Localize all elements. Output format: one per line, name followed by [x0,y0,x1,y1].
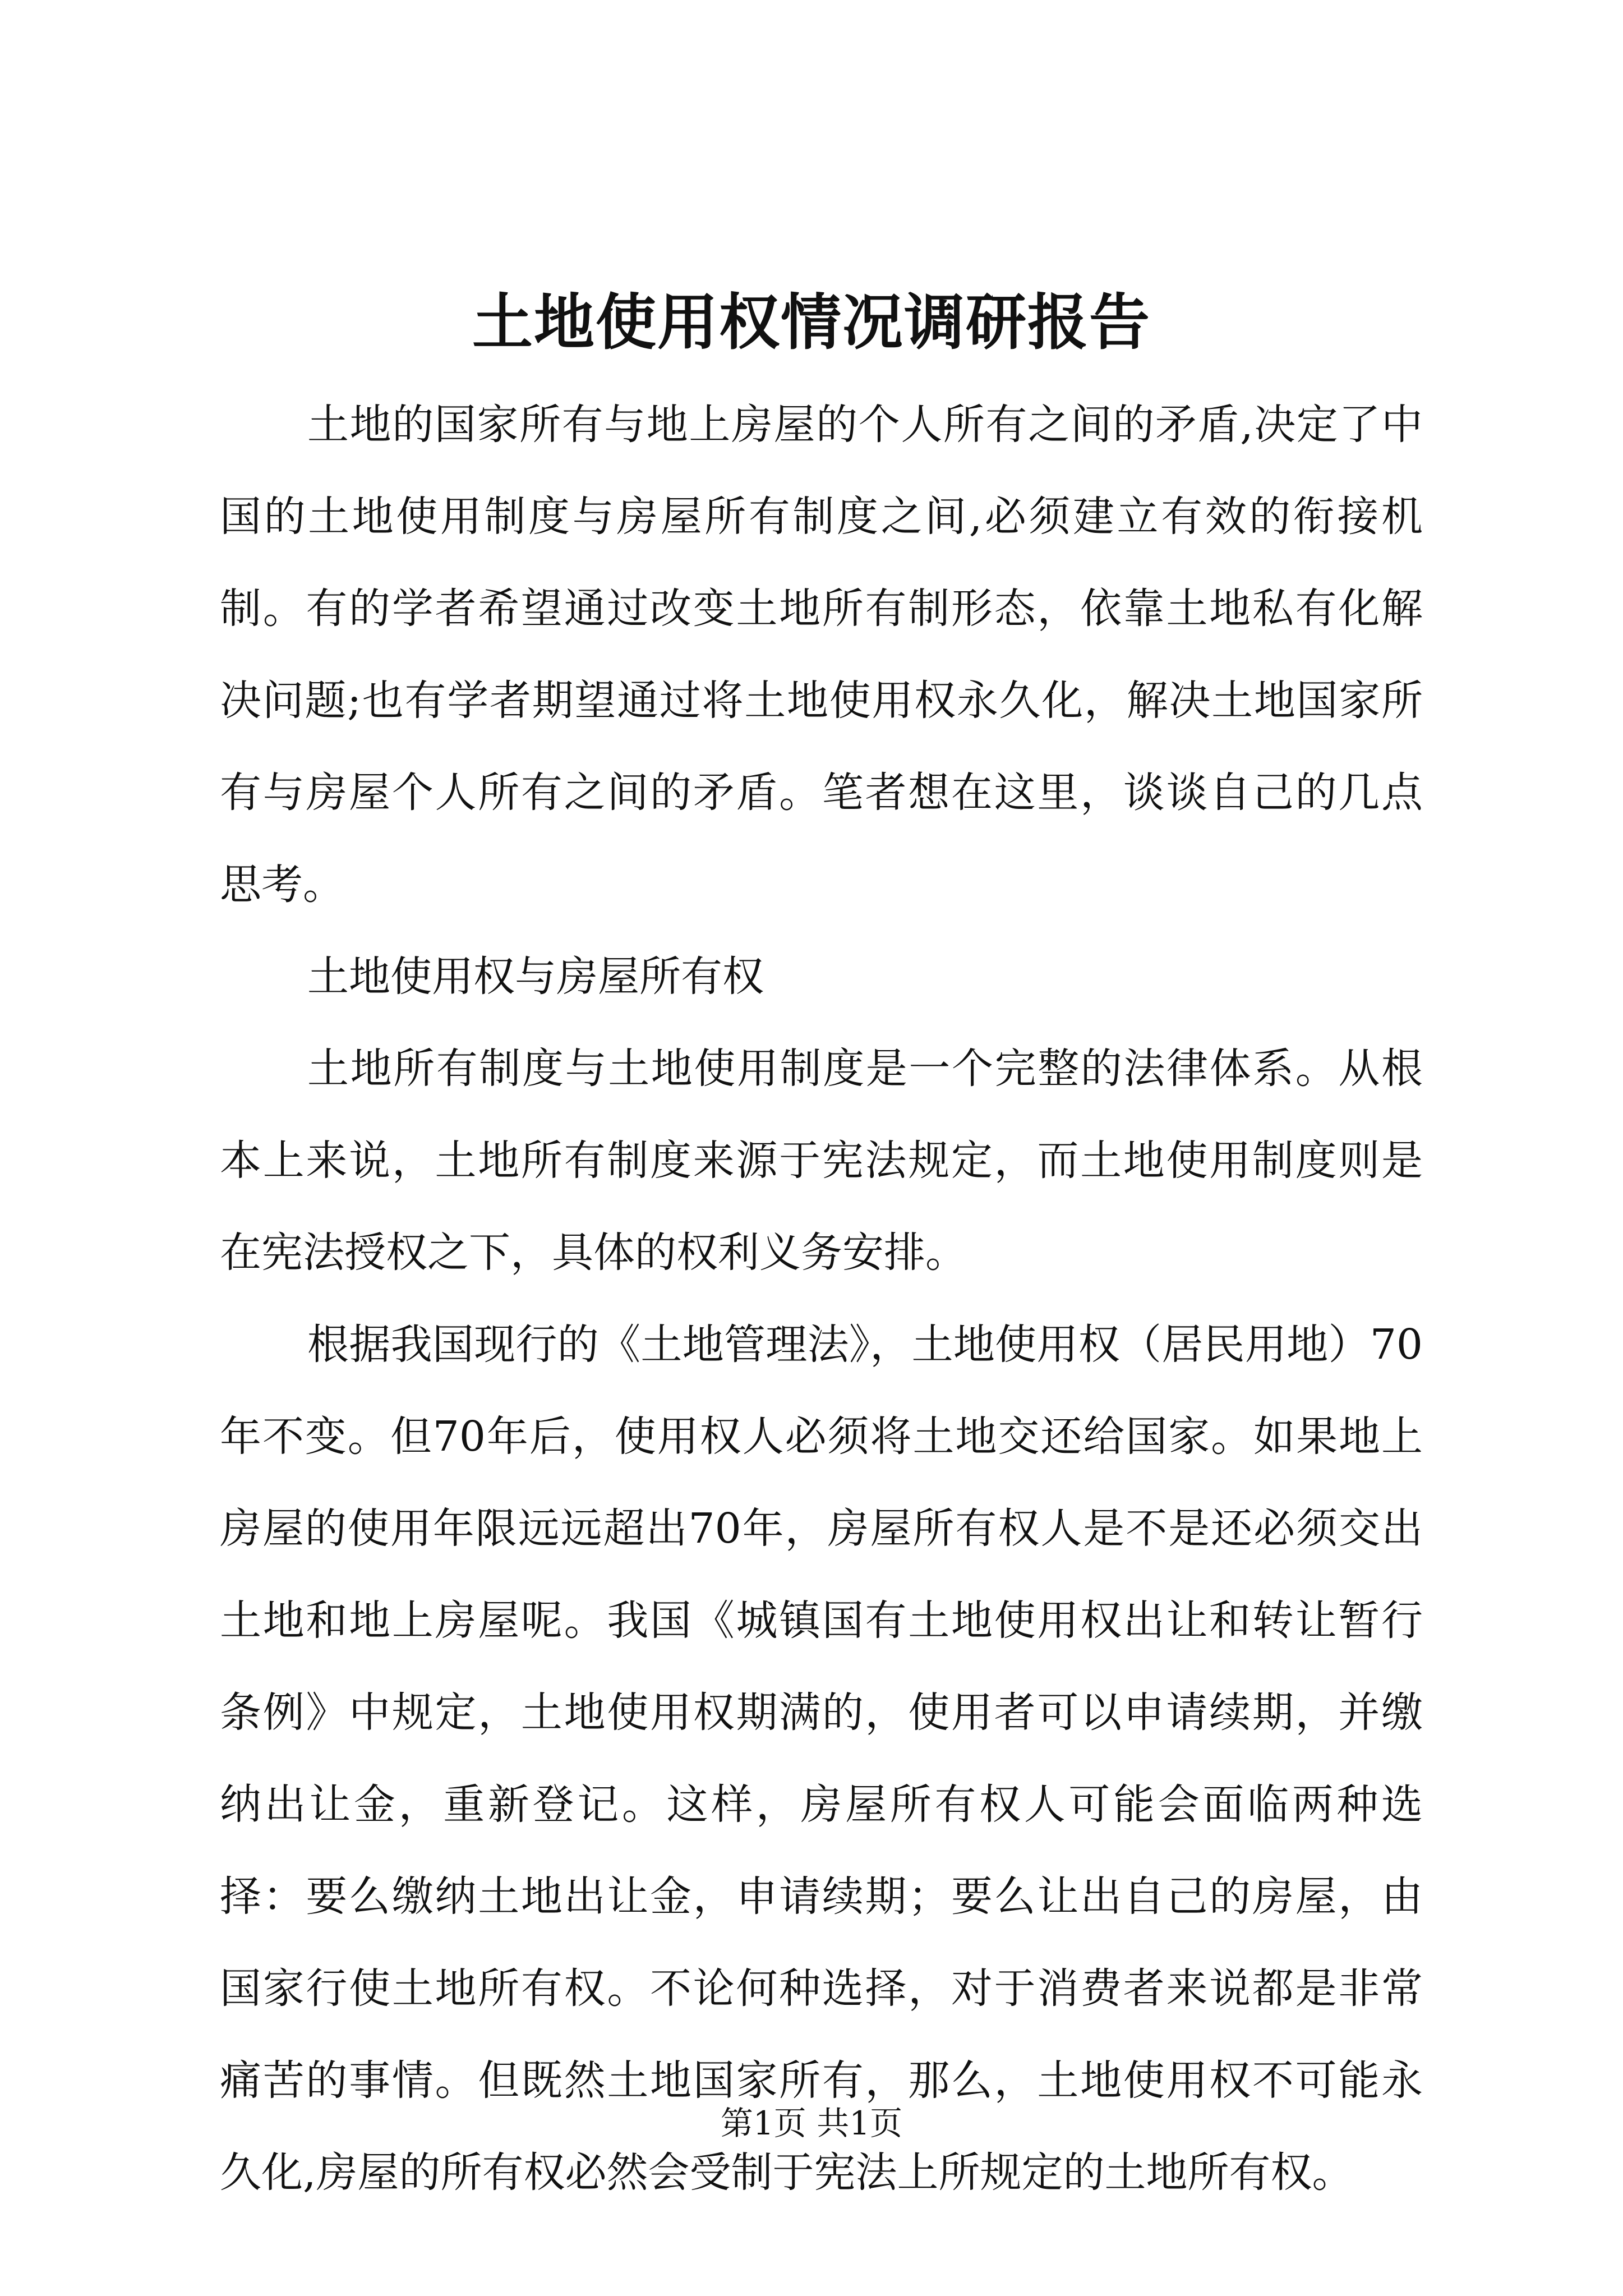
section-heading: 土地使用权与房屋所有权 [307,953,764,1001]
paragraph-intro: 土地的国家所有与地上房屋的个人所有之间的矛盾,决定了中国的土地使用制度与房屋所有制度之间,必须建立有效的衔接机制。有的学者希望通过改变土地所有制形态，依靠土地私有化解决问题;也有学者期望通过将土地使用权永久化，解决土地国家所有与房屋个人所有之间的矛盾。笔者想在这里，谈谈自己的几点思考。 [220,401,1423,909]
paragraph-land-law: 根据我国现行的《土地管理法》，土地使用权（居民用地）70年不变。但70年后，使用权人必须将土地交还给国家。如果地上房屋的使用年限远远超出70年，房屋所有权人是不是还必须交出土地和地上房屋呢。我国《城镇国有土地使用权出让和转让暂行条例》中规定，土地使用权期满的，使用者可以申请续期，并缴纳出让金，重新登记。这样，房屋所有权人可能会面临两种选择：要么缴纳土地出让金，申请续期；要么让出自己的房屋，由国家行使土地所有权。不论何种选择，对于消费者来说都是非常痛苦的事情。但既然土地国家所有，那么，土地使用权不可能永久化,房屋的所有权必然会受制于宪法上所规定的土地所有权。 [220,1320,1423,2197]
document-title: 土地使用权情况调研报告 [472,287,1151,358]
paragraph-system: 土地所有制度与土地使用制度是一个完整的法律体系。从根本上来说，土地所有制度来源于宪法规定，而土地使用制度则是在宪法授权之下，具体的权利义务安排。 [220,1045,1423,1277]
page-footer: 第1页 共1页 [720,2104,903,2142]
document-body [220,379,1423,2219]
